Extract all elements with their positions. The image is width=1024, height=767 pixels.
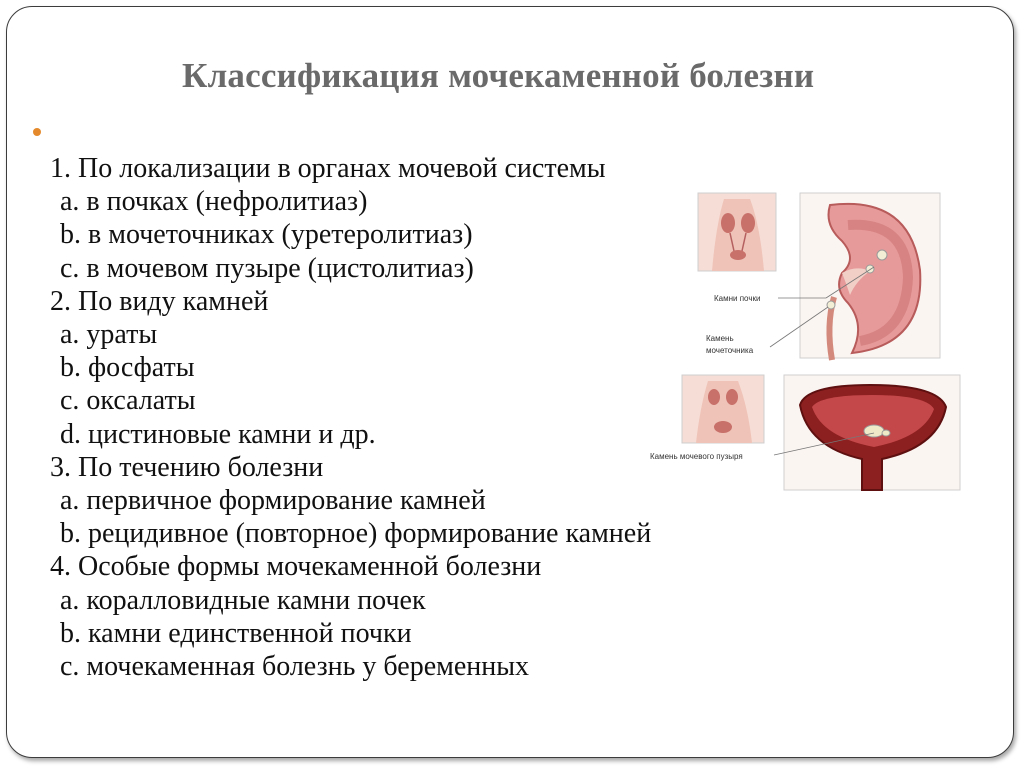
list-item: b. фосфаты [60, 352, 195, 384]
list-item: d. цистиновые камни и др. [60, 418, 376, 450]
list-item: a. ураты [60, 319, 158, 351]
label-kidney-stones: Камни почки [714, 294, 761, 303]
anatomy-illustration [620, 185, 980, 505]
list-item: 3. По течению болезни [50, 451, 324, 483]
list-item: a. первичное формирование камней [60, 485, 486, 517]
classification-list [50, 152, 651, 683]
list-item: b. камни единственной почки [60, 617, 412, 649]
label-ureter-stone-1: Камень [706, 334, 734, 343]
kidney-cross-section [800, 193, 940, 360]
list-item: b. рецидивное (повторное) формирование камней [60, 518, 652, 550]
list-item: 1. По локализации в органах мочевой системы [50, 153, 606, 184]
list-item: 4. Особые формы мочекаменной болезни [50, 551, 542, 583]
list-item: c. мочекаменная болезнь у беременных [60, 651, 530, 683]
list-item: a. коралловидные камни почек [60, 584, 426, 616]
list-item: b. в мочеточниках (уретеролитиаз) [60, 219, 473, 251]
list-item: a. в почках (нефролитиаз) [60, 186, 368, 218]
list-item: c. в мочевом пузыре (цистолитиаз) [60, 252, 474, 284]
torso-kidneys-thumbnail [698, 193, 776, 271]
torso-bladder-thumbnail [682, 375, 764, 443]
slide-title: Классификация мочекаменной болезни [182, 56, 815, 95]
list-item: c. оксалаты [60, 385, 196, 417]
bullet-icon [33, 128, 41, 136]
label-ureter-stone-2: мочеточника [706, 346, 754, 355]
list-item: 2. По виду камней [50, 285, 269, 317]
label-bladder-stone: Камень мочевого пузыря [650, 452, 743, 461]
bladder-cross-section [784, 375, 960, 490]
